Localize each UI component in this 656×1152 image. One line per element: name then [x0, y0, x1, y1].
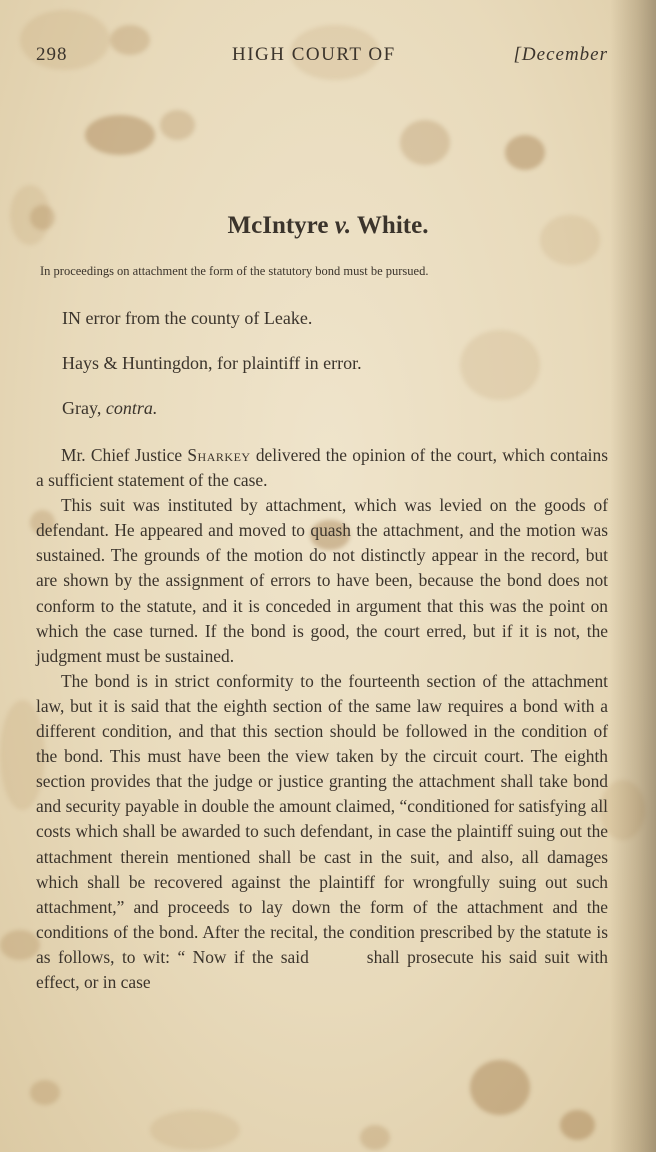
foxing-stain [0, 930, 40, 960]
foxing-stain [360, 1125, 390, 1150]
case-title [0, 212, 656, 240]
foxing-stain [560, 1110, 595, 1140]
foxing-stain [460, 330, 540, 400]
opinion-paragraph-3: The bond is in strict conformity to the fourteenth section of the attachment law, but it is said that the eighth section of the same law requires a bond with a different condition, and that this section should be followed in the condition of the bond. This must have been the view taken by the circuit court. The eighth section provides that the judge or justice granting the attachment shall take bond and security payable in double the amount claimed, “conditioned for satisfying all costs which shall be awarded to such defendant, in case the plaintiff suing out the attachment therein mentioned shall be cast in the suit, and also, all damages which shall be recovered against the plaintiff for wrongfully suing out such attachment,” and proceeds to lay down the form of the attachment and the conditions of the bond. After the recital, the condition prescribed by the statute is as follows, to wit: “ Now if the said shall prosecute his said suit with effect, or in case [36, 670, 608, 992]
page-gutter-shadow [610, 0, 656, 1152]
page-number: 298 [36, 44, 68, 65]
error-line: IN error from the county of Leake. [62, 308, 313, 328]
foxing-stain [505, 135, 545, 170]
foxing-stain [85, 115, 155, 155]
defendant-counsel-role: contra. [105, 398, 158, 418]
defendant-counsel-name: Gray, [62, 398, 102, 418]
opinion-paragraph-1: Mr. Chief Justice Sharkey delivered the opinion of the court, which contains a sufficient statement of the case. [36, 445, 608, 491]
defendant-name: White. [356, 212, 429, 239]
running-head: HIGH COURT OF [232, 44, 396, 65]
headnote: In proceedings on attachment the form of the statutory bond must be pursued. [40, 264, 429, 278]
foxing-stain [30, 1080, 60, 1105]
opinion-paragraph-2: This suit was instituted by attachment, which was levied on the goods of defendant. He appeared and moved to quash the attachment, and the motion was sustained. The grounds of the motion do not distinctly appear in the record, but are shown by the assignment of errors to have been, because the bond does not conform to the statute, and it is conceded in argument that this was the point on which the case turned. If the bond is good, the court erred, but if it is not, the judgment must be sustained. [36, 495, 608, 666]
foxing-stain [400, 120, 450, 165]
running-date: [December [513, 44, 608, 65]
foxing-stain [160, 110, 195, 140]
versus: v. [334, 212, 352, 239]
opinion-body [36, 443, 608, 995]
running-header [36, 44, 608, 74]
defendant-counsel [62, 398, 157, 419]
justice-name: Sharkey [187, 445, 251, 465]
foxing-stain [150, 1110, 240, 1150]
plaintiff-name: McIntyre [227, 212, 329, 239]
plaintiff-counsel: Hays & Huntingdon, for plaintiff in error. [62, 353, 362, 373]
foxing-stain [470, 1060, 530, 1115]
